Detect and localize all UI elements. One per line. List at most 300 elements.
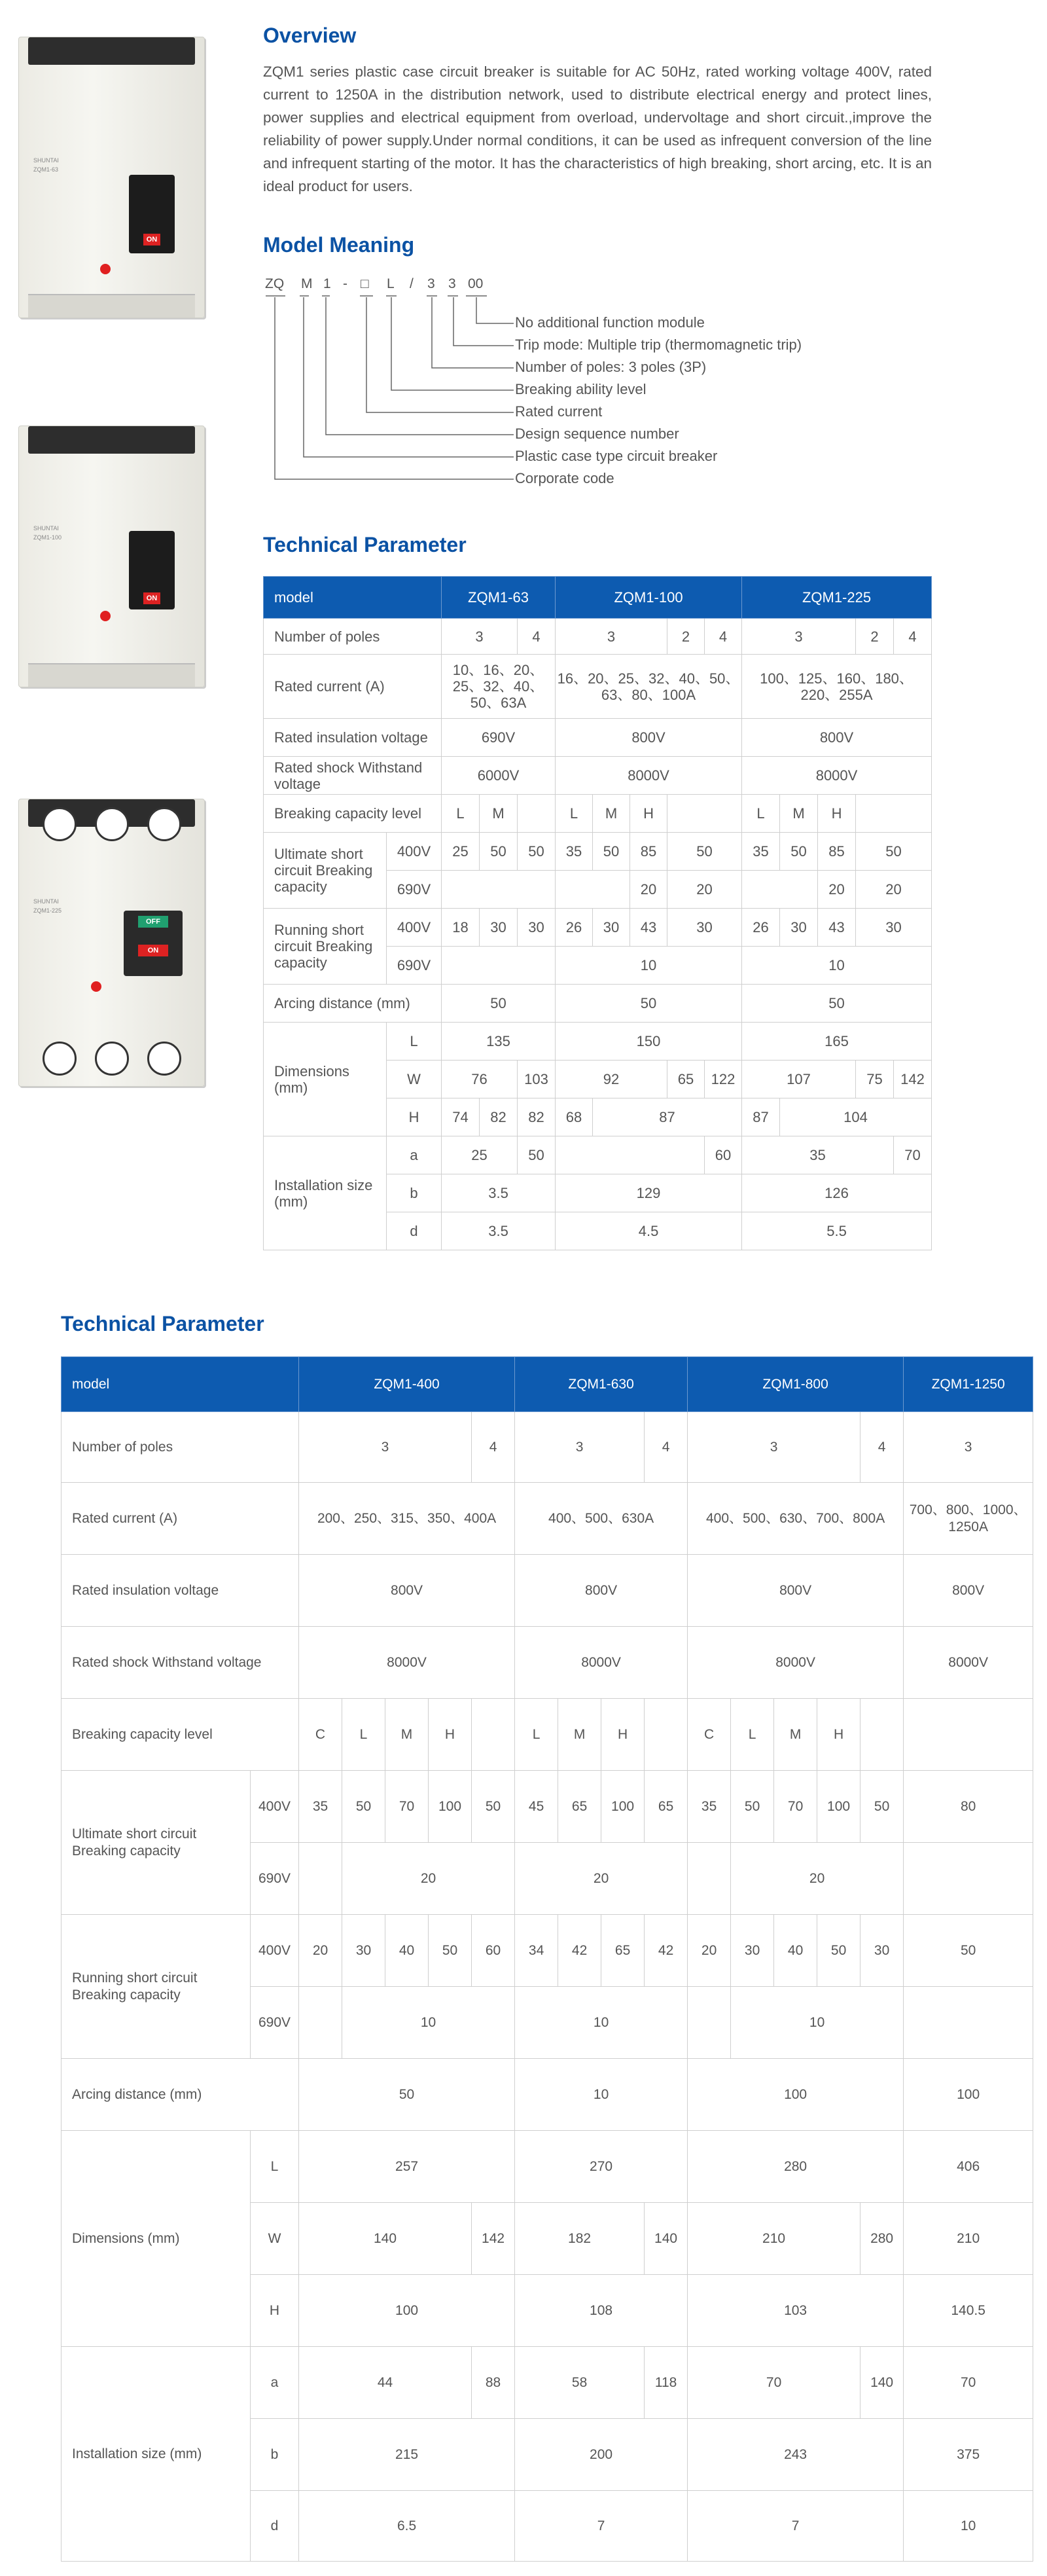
cell: 25 <box>442 1136 518 1174</box>
cell: 100 <box>429 1771 472 1843</box>
overview-text: ZQM1 series plastic case circuit breaker is suitable for AC 50Hz, rated working voltage 400V, rated current to 1250A in the distribution network, used to distribute electrical energy and protect lines, power supplies and electrical equipment from overload, undervoltage and short circuit.,improve the reliability of power supply.Under normal conditions, it can be used as infrequent conversion of the line and infrequent starting of the motor. It has the characteristics of high breaking, short arcing, etc. It is an ideal product for users. <box>263 63 932 194</box>
cell: 280 <box>861 2203 904 2275</box>
table-row <box>62 1699 1033 1771</box>
cell: 8000V <box>299 1627 515 1699</box>
cell: 30 <box>667 909 742 947</box>
dim-label: H <box>251 2275 299 2347</box>
cell: 70 <box>894 1136 932 1174</box>
row-label: Arcing distance (mm) <box>264 985 442 1023</box>
cell: 4 <box>861 1412 904 1483</box>
cell: 10 <box>515 1987 688 2059</box>
row-label: Rated insulation voltage <box>62 1555 299 1627</box>
cell: 70 <box>385 1771 429 1843</box>
cell: 20 <box>342 1843 515 1915</box>
code-part: □ <box>361 276 369 291</box>
dim-label: d <box>251 2491 299 2562</box>
cell: 20 <box>515 1843 688 1915</box>
cell: 50 <box>731 1771 774 1843</box>
cell: M <box>780 795 818 833</box>
table-row <box>62 1412 1033 1483</box>
table-row <box>264 985 932 1023</box>
cell: 82 <box>518 1098 556 1136</box>
table-row <box>264 795 932 833</box>
model-meaning-row: No additional function module <box>515 314 705 331</box>
code-part: 1 <box>323 276 331 291</box>
cell: 4 <box>705 619 742 655</box>
voltage-label: 690V <box>387 947 442 985</box>
row-label: Dimensions (mm) <box>264 1023 387 1136</box>
row-label: Rated insulation voltage <box>264 719 442 757</box>
table-row <box>264 719 932 757</box>
cell: 80 <box>904 1771 1033 1843</box>
code-part: M <box>301 276 313 291</box>
table-row <box>264 833 932 871</box>
cell: 3 <box>515 1412 645 1483</box>
cell: 215 <box>299 2419 515 2491</box>
cell: L <box>515 1699 558 1771</box>
product-image-zqm1-63 <box>18 37 205 318</box>
cell: M <box>385 1699 429 1771</box>
cell <box>904 1843 1033 1915</box>
cell: 50 <box>861 1771 904 1843</box>
row-label: Arcing distance (mm) <box>62 2059 299 2131</box>
cell: 140 <box>861 2347 904 2419</box>
cell: H <box>817 1699 861 1771</box>
table-row <box>62 1555 1033 1627</box>
cell: 35 <box>556 833 593 871</box>
cell: 210 <box>688 2203 861 2275</box>
cell: 800V <box>688 1555 904 1627</box>
cell: 30 <box>861 1915 904 1987</box>
cell: 142 <box>894 1061 932 1098</box>
dim-label: b <box>387 1174 442 1212</box>
model-meaning-row: Number of poles: 3 poles (3P) <box>515 359 707 375</box>
cell: 10 <box>742 947 932 985</box>
cell: 40 <box>774 1915 817 1987</box>
cell <box>518 795 556 833</box>
cell: L <box>556 795 593 833</box>
cell: 129 <box>556 1174 742 1212</box>
model-label: ZQM1-100 <box>33 534 62 541</box>
table-row <box>62 2347 1033 2419</box>
cell: 10 <box>731 1987 904 2059</box>
cell: 50 <box>472 1771 515 1843</box>
cell: 280 <box>688 2131 904 2203</box>
cell: 50 <box>904 1915 1033 1987</box>
cell: 108 <box>515 2275 688 2347</box>
table-row <box>62 1483 1033 1555</box>
cell: 30 <box>593 909 630 947</box>
cell <box>856 795 932 833</box>
cell <box>904 1987 1033 2059</box>
tech-param-title-1: Technical Parameter <box>263 533 467 556</box>
cell: 10 <box>342 1987 515 2059</box>
cell: 65 <box>558 1771 601 1843</box>
model-meaning-row: Rated current <box>515 403 603 420</box>
cell: 135 <box>442 1023 556 1061</box>
cell: 87 <box>593 1098 742 1136</box>
cell: 70 <box>688 2347 861 2419</box>
row-label: Rated current (A) <box>264 655 442 719</box>
cell: 126 <box>742 1174 932 1212</box>
cell: M <box>480 795 518 833</box>
cell: 800V <box>742 719 932 757</box>
model-meaning-row: Plastic case type circuit breaker <box>515 448 718 464</box>
cell: 16、20、25、32、40、50、63、80、100A <box>556 655 742 719</box>
cell: 30 <box>518 909 556 947</box>
cell: 20 <box>731 1843 904 1915</box>
table-header-row <box>62 1357 1033 1412</box>
cell: 4 <box>645 1412 688 1483</box>
row-label: Ultimate short circuit Breaking capacity <box>264 833 387 909</box>
model-meaning-row: Design sequence number <box>515 426 679 442</box>
cell: 3.5 <box>442 1174 556 1212</box>
model-meaning-title: Model Meaning <box>263 233 415 257</box>
model-meaning-row: Breaking ability level <box>515 381 647 397</box>
dim-label: H <box>387 1098 442 1136</box>
cell: 45 <box>515 1771 558 1843</box>
cell: 107 <box>742 1061 856 1098</box>
code-part: ZQ <box>265 276 285 291</box>
cell: 50 <box>342 1771 385 1843</box>
cell: 20 <box>856 871 932 909</box>
cell: 50 <box>442 985 556 1023</box>
model-label: ZQM1-63 <box>33 166 59 173</box>
cell: M <box>558 1699 601 1771</box>
cell: 6.5 <box>299 2491 515 2562</box>
cell: 3 <box>742 619 856 655</box>
table-row <box>264 655 932 719</box>
table-row <box>62 1915 1033 1987</box>
cell: 690V <box>442 719 556 757</box>
cell: 2 <box>856 619 894 655</box>
cell: 75 <box>856 1061 894 1098</box>
voltage-label: 400V <box>387 909 442 947</box>
voltage-label: 400V <box>387 833 442 871</box>
cell: 50 <box>856 833 932 871</box>
voltage-label: 690V <box>251 1987 299 2059</box>
cell: 26 <box>556 909 593 947</box>
cell: 800V <box>904 1555 1033 1627</box>
cell: 3 <box>688 1412 861 1483</box>
cell <box>742 871 818 909</box>
cell: 7 <box>688 2491 904 2562</box>
cell: 800V <box>299 1555 515 1627</box>
cell: H <box>601 1699 645 1771</box>
cell: 65 <box>667 1061 705 1098</box>
row-label: Rated current (A) <box>62 1483 299 1555</box>
cell: 88 <box>472 2347 515 2419</box>
code-part: - <box>343 276 347 291</box>
cell: H <box>429 1699 472 1771</box>
table-header-row <box>264 577 932 619</box>
cell: 100 <box>688 2059 904 2131</box>
header-zqm1-630: ZQM1-630 <box>515 1357 688 1412</box>
off-label: OFF <box>138 916 168 928</box>
cell: 103 <box>688 2275 904 2347</box>
cell: 18 <box>442 909 480 947</box>
row-label: Installation size (mm) <box>62 2347 251 2562</box>
cell: 150 <box>556 1023 742 1061</box>
cell: 3 <box>299 1412 472 1483</box>
cell: 85 <box>630 833 667 871</box>
cell: 40 <box>385 1915 429 1987</box>
product-image-zqm1-100 <box>18 426 205 687</box>
cell: 30 <box>480 909 518 947</box>
cell: 20 <box>688 1915 731 1987</box>
cell: 50 <box>780 833 818 871</box>
cell: 140 <box>645 2203 688 2275</box>
table-row <box>264 757 932 795</box>
header-model: model <box>264 577 442 619</box>
cell: 2 <box>667 619 705 655</box>
cell: C <box>688 1699 731 1771</box>
cell: 8000V <box>515 1627 688 1699</box>
row-label: Rated shock Withstand voltage <box>62 1627 299 1699</box>
cell: 60 <box>705 1136 742 1174</box>
on-label: ON <box>143 592 160 604</box>
dim-label: W <box>387 1061 442 1098</box>
cell <box>667 795 742 833</box>
dim-label: d <box>387 1212 442 1250</box>
cell <box>442 871 556 909</box>
cell: 92 <box>556 1061 667 1098</box>
cell: 375 <box>904 2419 1033 2491</box>
cell: 10 <box>515 2059 688 2131</box>
cell: 44 <box>299 2347 472 2419</box>
tech-param-title-2: Technical Parameter <box>61 1312 264 1335</box>
row-label: Rated shock Withstand voltage <box>264 757 442 795</box>
cell: 65 <box>645 1771 688 1843</box>
brand-label: SHUNTAI <box>33 898 59 905</box>
cell <box>861 1699 904 1771</box>
cell: 25 <box>442 833 480 871</box>
cell: 103 <box>518 1061 556 1098</box>
cell: 10 <box>904 2491 1033 2562</box>
cell: 35 <box>688 1771 731 1843</box>
cell: 4 <box>472 1412 515 1483</box>
tech-param-table-small <box>263 576 932 1250</box>
cell: 35 <box>742 1136 894 1174</box>
cell <box>688 1987 731 2059</box>
cell <box>442 947 556 985</box>
header-zqm1-1250: ZQM1-1250 <box>904 1357 1033 1412</box>
tech-param-table-large <box>61 1356 1033 2562</box>
cell: 243 <box>688 2419 904 2491</box>
cell: 34 <box>515 1915 558 1987</box>
cell: 7 <box>515 2491 688 2562</box>
model-label: ZQM1-225 <box>33 907 62 914</box>
cell: 35 <box>299 1771 342 1843</box>
table-row <box>264 619 932 655</box>
cell: 400、500、630、700、800A <box>688 1483 904 1555</box>
cell: 82 <box>480 1098 518 1136</box>
row-label: Installation size (mm) <box>264 1136 387 1250</box>
cell: 65 <box>601 1915 645 1987</box>
cell: 20 <box>667 871 742 909</box>
code-part: 3 <box>448 276 456 291</box>
cell: C <box>299 1699 342 1771</box>
cell: L <box>731 1699 774 1771</box>
cell: 182 <box>515 2203 645 2275</box>
cell: 140.5 <box>904 2275 1033 2347</box>
row-label: Breaking capacity level <box>264 795 442 833</box>
table-row <box>62 1627 1033 1699</box>
cell: 43 <box>630 909 667 947</box>
cell: 8000V <box>904 1627 1033 1699</box>
dim-label: a <box>251 2347 299 2419</box>
row-label: Breaking capacity level <box>62 1699 299 1771</box>
cell <box>556 1136 705 1174</box>
cell: 35 <box>742 833 780 871</box>
product-image-zqm1-225 <box>18 799 205 1087</box>
cell: 42 <box>558 1915 601 1987</box>
cell: 100 <box>601 1771 645 1843</box>
cell: 76 <box>442 1061 518 1098</box>
cell: 70 <box>774 1771 817 1843</box>
cell: 800V <box>515 1555 688 1627</box>
model-meaning-connectors <box>262 288 517 491</box>
cell <box>556 871 630 909</box>
cell <box>688 1843 731 1915</box>
cell: L <box>742 795 780 833</box>
row-label: Ultimate short circuit Breaking capacity <box>62 1771 251 1915</box>
cell: 50 <box>593 833 630 871</box>
row-label: Number of poles <box>62 1412 299 1483</box>
cell: 210 <box>904 2203 1033 2275</box>
cell: 5.5 <box>742 1212 932 1250</box>
cell: 200、250、315、350、400A <box>299 1483 515 1555</box>
cell: 10、16、20、25、32、40、50、63A <box>442 655 556 719</box>
cell <box>299 1843 342 1915</box>
code-part: 3 <box>427 276 435 291</box>
table-row <box>264 1136 932 1174</box>
cell: 30 <box>780 909 818 947</box>
cell: 58 <box>515 2347 645 2419</box>
cell: 8000V <box>688 1627 904 1699</box>
cell: 50 <box>480 833 518 871</box>
cell: 800V <box>556 719 742 757</box>
cell: 60 <box>472 1915 515 1987</box>
cell: 68 <box>556 1098 593 1136</box>
header-zqm1-225: ZQM1-225 <box>742 577 932 619</box>
cell: 100、125、160、180、220、255A <box>742 655 932 719</box>
voltage-label: 690V <box>251 1843 299 1915</box>
cell: 8000V <box>556 757 742 795</box>
cell: 257 <box>299 2131 515 2203</box>
cell <box>645 1699 688 1771</box>
cell: 20 <box>299 1915 342 1987</box>
header-zqm1-100: ZQM1-100 <box>556 577 742 619</box>
cell: 3.5 <box>442 1212 556 1250</box>
dim-label: W <box>251 2203 299 2275</box>
cell: 104 <box>780 1098 932 1136</box>
on-label: ON <box>143 234 160 245</box>
table-row <box>62 2059 1033 2131</box>
cell: 142 <box>472 2203 515 2275</box>
cell <box>299 1987 342 2059</box>
cell <box>904 1699 1033 1771</box>
table-row <box>264 909 932 947</box>
row-label: Dimensions (mm) <box>62 2131 251 2347</box>
row-label: Running short circuit Breaking capacity <box>264 909 387 985</box>
dim-label: L <box>387 1023 442 1061</box>
cell: 50 <box>742 985 932 1023</box>
dim-label: L <box>251 2131 299 2203</box>
row-label: Running short circuit Breaking capacity <box>62 1915 251 2059</box>
cell: 20 <box>818 871 856 909</box>
code-part: L <box>387 276 395 291</box>
cell: H <box>818 795 856 833</box>
cell: 3 <box>556 619 667 655</box>
cell: 30 <box>731 1915 774 1987</box>
cell: 74 <box>442 1098 480 1136</box>
cell: L <box>442 795 480 833</box>
cell: 50 <box>518 1136 556 1174</box>
header-zqm1-400: ZQM1-400 <box>299 1357 515 1412</box>
cell: 10 <box>556 947 742 985</box>
cell: 140 <box>299 2203 472 2275</box>
row-label: Number of poles <box>264 619 442 655</box>
cell: M <box>774 1699 817 1771</box>
cell: 42 <box>645 1915 688 1987</box>
on-label: ON <box>138 945 168 956</box>
cell: H <box>630 795 667 833</box>
cell: 8000V <box>742 757 932 795</box>
dim-label: b <box>251 2419 299 2491</box>
cell: 50 <box>299 2059 515 2131</box>
cell: 87 <box>742 1098 780 1136</box>
cell: 30 <box>856 909 932 947</box>
cell: 270 <box>515 2131 688 2203</box>
cell: 700、800、1000、1250A <box>904 1483 1033 1555</box>
code-part: 00 <box>468 276 484 291</box>
table-row <box>62 2131 1033 2203</box>
cell: 6000V <box>442 757 556 795</box>
cell: 50 <box>429 1915 472 1987</box>
cell: 406 <box>904 2131 1033 2203</box>
cell: 26 <box>742 909 780 947</box>
header-zqm1-63: ZQM1-63 <box>442 577 556 619</box>
cell: 118 <box>645 2347 688 2419</box>
table-row <box>62 1771 1033 1843</box>
cell: 4 <box>894 619 932 655</box>
cell: 100 <box>299 2275 515 2347</box>
cell: 4.5 <box>556 1212 742 1250</box>
table-row <box>264 1023 932 1061</box>
voltage-label: 690V <box>387 871 442 909</box>
cell: 50 <box>667 833 742 871</box>
cell: 122 <box>705 1061 742 1098</box>
cell: 100 <box>817 1771 861 1843</box>
cell: 165 <box>742 1023 932 1061</box>
model-meaning-row: Corporate code <box>515 470 614 486</box>
cell: 50 <box>817 1915 861 1987</box>
voltage-label: 400V <box>251 1915 299 1987</box>
model-meaning-row: Trip mode: Multiple trip (thermomagnetic trip) <box>515 336 802 353</box>
cell: 200 <box>515 2419 688 2491</box>
dim-label: a <box>387 1136 442 1174</box>
header-model: model <box>62 1357 299 1412</box>
cell: M <box>593 795 630 833</box>
cell: 70 <box>904 2347 1033 2419</box>
cell: 50 <box>556 985 742 1023</box>
cell: 400、500、630A <box>515 1483 688 1555</box>
cell: 4 <box>518 619 556 655</box>
header-zqm1-800: ZQM1-800 <box>688 1357 904 1412</box>
cell: 85 <box>818 833 856 871</box>
code-part: / <box>410 276 414 291</box>
